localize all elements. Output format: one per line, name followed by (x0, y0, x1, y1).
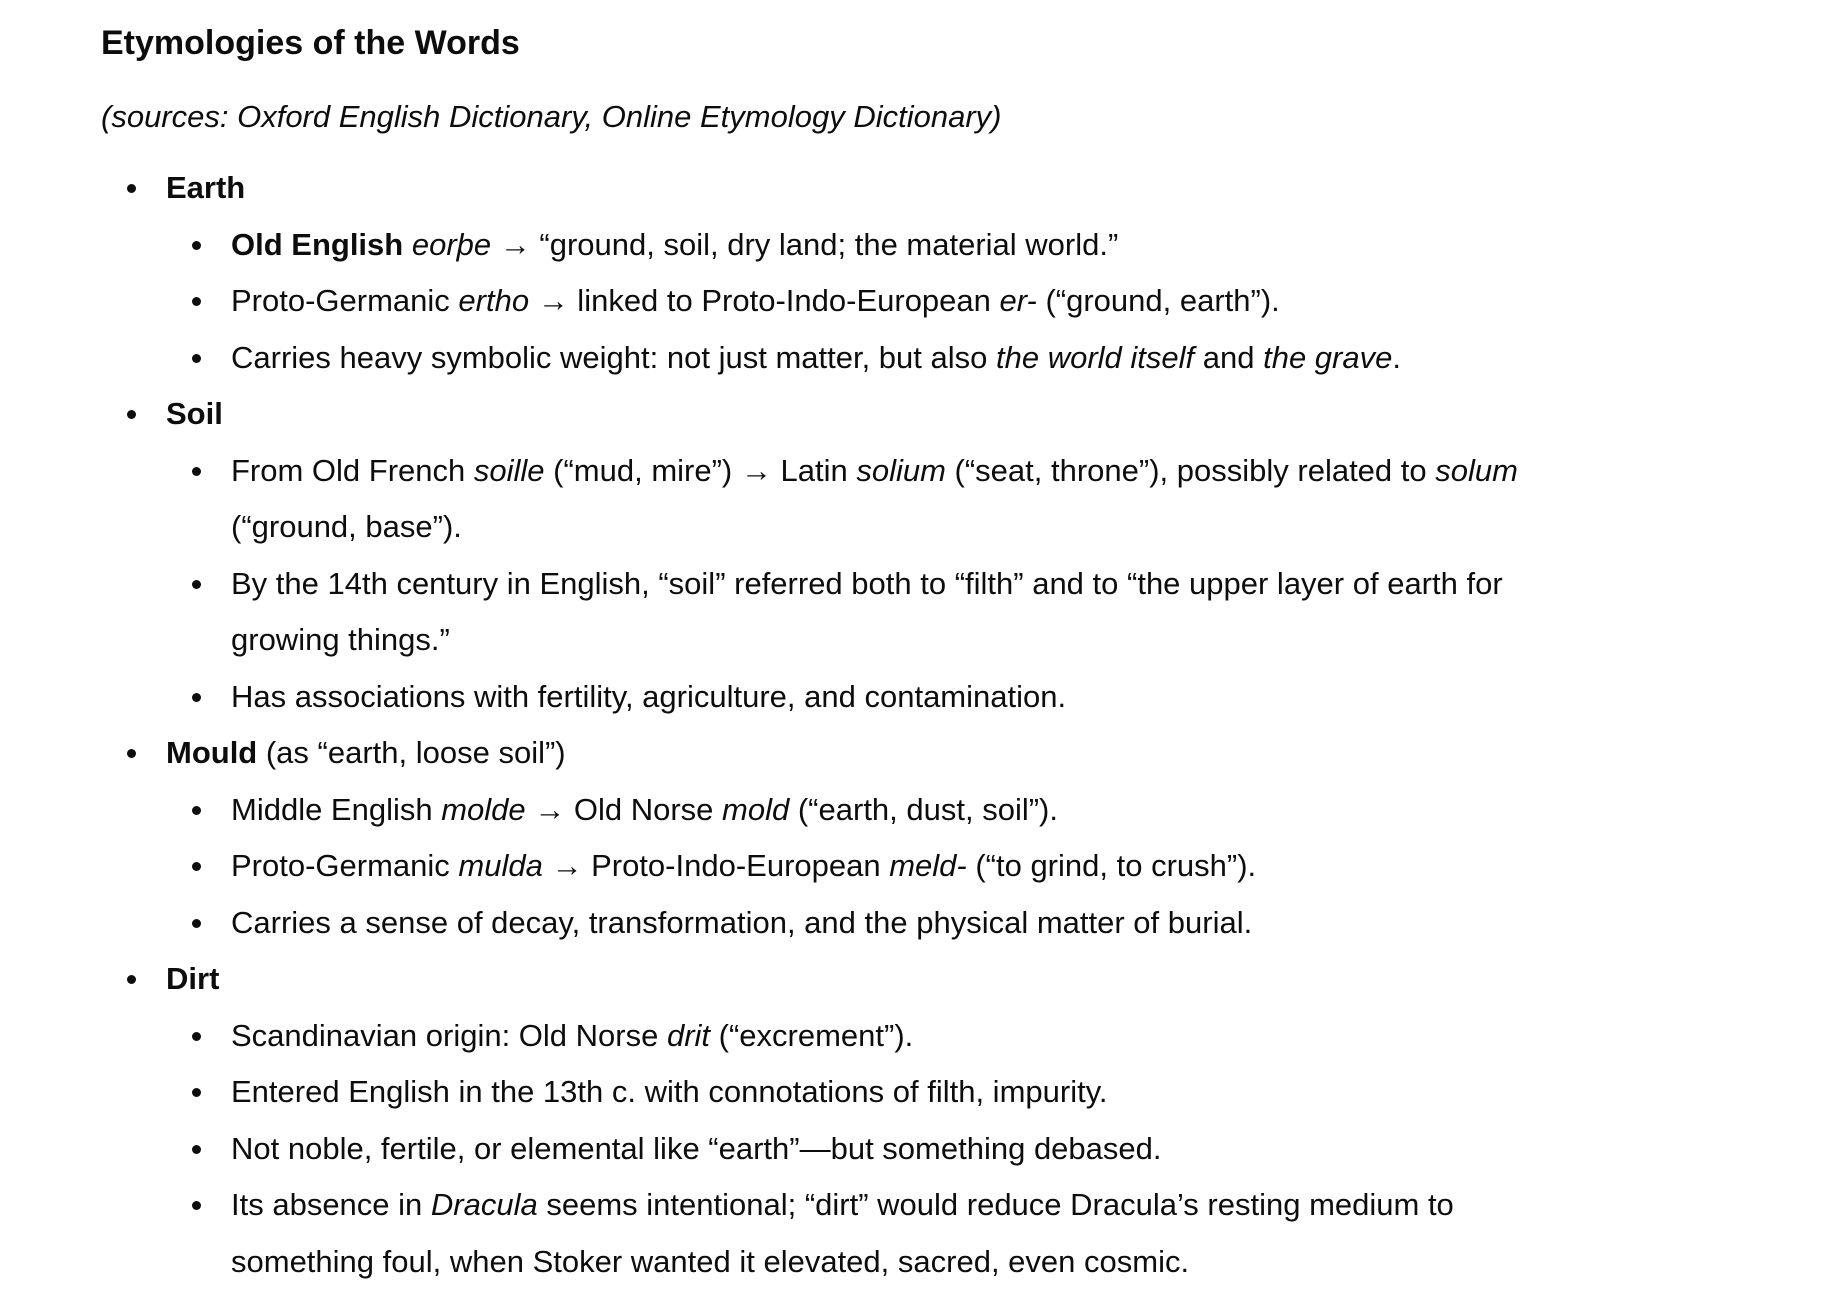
text-span (403, 227, 412, 262)
italic-word: molde (441, 791, 526, 827)
text-span: . (1392, 339, 1401, 375)
text-line: (“ground, base”). (231, 509, 462, 544)
text-span: and (1194, 339, 1264, 375)
bullet-icon (192, 1032, 201, 1041)
italic-word: solum (1435, 452, 1518, 488)
bullet-icon (192, 354, 201, 363)
bullet-icon (192, 467, 201, 476)
term-mould: Mould (166, 735, 258, 770)
italic-word: the world itself (996, 339, 1195, 375)
bullet-icon (127, 975, 136, 984)
list-item-dirt (101, 951, 1701, 1290)
text-span: (“earth, dust, soil”). (789, 791, 1058, 827)
italic-word: solium (856, 452, 946, 488)
list-item (231, 669, 1701, 726)
text-span: → “ground, soil, dry land; the material world.” (491, 226, 1119, 262)
italic-word: eorþe (411, 226, 492, 262)
bullet-icon (127, 410, 136, 419)
italic-word: drit (666, 1017, 711, 1053)
text-span: Carries heavy symbolic weight: not just matter, but also (231, 339, 996, 375)
list-item (231, 443, 1701, 556)
term-suffix: (as “earth, loose soil”) (257, 735, 566, 770)
italic-word: er- (999, 283, 1037, 318)
italic-word: soille (473, 452, 545, 488)
italic-word: mold (722, 791, 790, 827)
etymology-list (101, 160, 1701, 1290)
list-item (231, 1121, 1701, 1178)
list-item-soil (101, 386, 1701, 725)
term-dirt: Dirt (166, 961, 220, 996)
bullet-icon (192, 693, 201, 702)
italic-word: the grave (1263, 339, 1393, 375)
list-item-mould (101, 725, 1701, 951)
sources-note: (sources: Oxford English Dictionary, Online Etymology Dictionary) (101, 99, 1002, 134)
page-title: Etymologies of the Words (101, 24, 520, 62)
bullet-icon (192, 1145, 201, 1154)
text-span: (“ground, earth”). (1036, 283, 1280, 318)
sublist-mould (166, 782, 1701, 952)
italic-word: ertho (458, 283, 530, 318)
text-line (231, 1177, 1701, 1234)
term-earth: Earth (166, 170, 246, 205)
bullet-icon (127, 184, 136, 193)
list-item (231, 1064, 1701, 1121)
text-span: Has associations with fertility, agriculture, and contamination. (231, 678, 1067, 714)
sublist-earth (166, 217, 1701, 387)
bold-text: Old English (231, 226, 404, 262)
list-item (231, 838, 1701, 895)
text-span: Proto-Germanic (231, 848, 459, 883)
text-span: → Old Norse (525, 791, 723, 827)
bullet-icon (192, 580, 201, 589)
list-item (231, 273, 1701, 330)
text-span: Entered English in the 13th c. with connotations of filth, impurity. (231, 1074, 1108, 1109)
text-span: From Old French (231, 452, 474, 488)
bullet-icon (192, 297, 201, 306)
list-item (231, 217, 1701, 274)
list-item (231, 330, 1701, 387)
bullet-icon (192, 862, 201, 871)
text-line (231, 443, 1701, 500)
italic-word: Dracula (430, 1187, 538, 1222)
text-line: something foul, when Stoker wanted it elevated, sacred, even cosmic. (231, 1243, 1190, 1279)
list-item (231, 1177, 1701, 1290)
bullet-icon (192, 806, 201, 815)
list-item-earth (101, 160, 1701, 386)
bullet-icon (192, 1201, 201, 1210)
term-soil: Soil (166, 396, 223, 431)
text-line: By the 14th century in English, “soil” referred both to “filth” and to “the upper layer of earth for (231, 565, 1503, 601)
text-span: Carries a sense of decay, transformation, and the physical matter of burial. (231, 904, 1253, 940)
bullet-icon (127, 749, 136, 758)
text-span: Not noble, fertile, or elemental like “earth”—but something debased. (231, 1130, 1162, 1166)
etymology-list-container (101, 160, 1701, 1290)
bullet-icon (192, 1088, 201, 1097)
list-item (231, 1008, 1701, 1065)
text-span: (“excrement”). (710, 1017, 914, 1053)
text-span: Scandinavian origin: Old Norse (231, 1017, 667, 1053)
text-span: seems intentional; “dirt” would reduce Dracula’s resting medium to (537, 1187, 1454, 1222)
text-span: (“mud, mire”) → Latin (544, 452, 857, 488)
text-span: (“to grind, to crush”). (966, 848, 1257, 883)
text-span: → Proto-Indo-European (542, 848, 890, 883)
text-span: Its absence in (231, 1187, 431, 1222)
sublist-dirt (166, 1008, 1701, 1291)
list-item (231, 895, 1701, 952)
bullet-icon (192, 241, 201, 250)
italic-word: meld- (889, 848, 967, 883)
bullet-icon (192, 919, 201, 928)
text-span: Proto-Germanic (231, 283, 459, 318)
text-span: (“seat, throne”), possibly related to (945, 452, 1436, 488)
sublist-soil (166, 443, 1701, 726)
text-line: growing things.” (231, 622, 450, 657)
list-item (231, 782, 1701, 839)
list-item (231, 556, 1701, 669)
italic-word: mulda (458, 848, 543, 883)
text-span: → linked to Proto-Indo-European (529, 283, 1000, 318)
text-span: Middle English (231, 791, 442, 827)
